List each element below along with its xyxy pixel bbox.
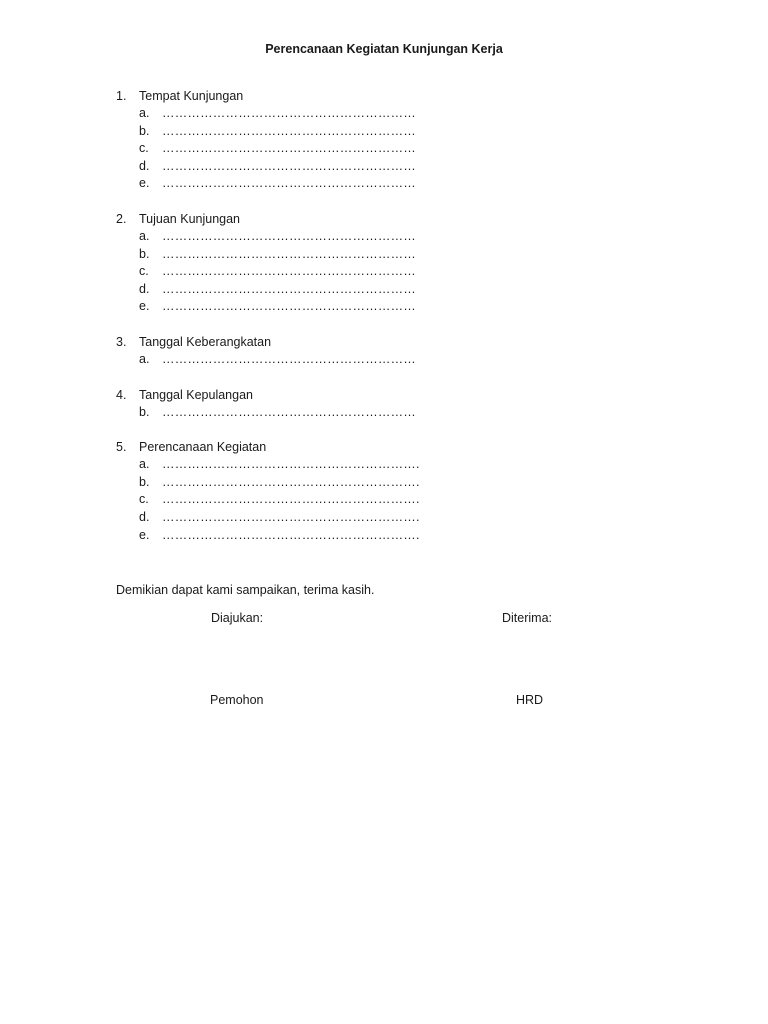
list-item (116, 474, 576, 492)
fill-in-line: …………………………………………………… (162, 228, 416, 243)
section-heading-row (116, 87, 576, 105)
section-tempat-kunjungan (116, 87, 576, 193)
list-item (116, 281, 576, 299)
section-heading-row (116, 210, 576, 228)
list-item (116, 491, 576, 509)
list-item (116, 263, 576, 281)
list-item (116, 456, 576, 474)
section-heading: Tujuan Kunjungan (139, 211, 241, 226)
list-item (116, 298, 576, 316)
fill-in-line: …………………………………………………… (162, 246, 416, 261)
list-item (116, 404, 576, 422)
item-letter: b. (139, 123, 150, 138)
section-tujuan-kunjungan (116, 210, 576, 316)
sections-list (116, 87, 576, 544)
fill-in-line: …………………………………………………… (162, 106, 416, 120)
section-number: 1. (116, 89, 127, 103)
fill-in-line: …………………………………………………… (162, 264, 416, 279)
section-number: 5. (116, 440, 127, 455)
item-letter: d. (139, 281, 150, 296)
item-letter: d. (139, 158, 150, 173)
section-heading-row (116, 386, 576, 404)
item-letter: e. (139, 299, 150, 314)
list-item (116, 175, 576, 193)
section-heading: Tempat Kunjungan (139, 89, 244, 103)
item-letter: d. (139, 509, 150, 524)
list-item (116, 140, 576, 158)
fill-in-line: …………………………………………………… (162, 158, 416, 173)
list-item (116, 105, 576, 123)
item-letter: c. (139, 141, 149, 156)
submitted-by-label: Diajukan: (211, 611, 264, 625)
item-letter: a. (139, 351, 150, 366)
list-item (116, 123, 576, 141)
fill-in-line: …………………………………………………… (162, 176, 416, 191)
section-tanggal-keberangkatan (116, 333, 576, 369)
section-heading: Tanggal Keberangkatan (139, 334, 272, 349)
list-item (116, 228, 576, 246)
closing-statement: Demikian dapat kami sampaikan, terima kasih. (116, 583, 375, 597)
list-item (116, 246, 576, 264)
fill-in-line: …………………………………………………… (162, 299, 416, 314)
fill-in-line: …………………………………………………… (162, 123, 416, 138)
fill-in-line: …………………………………………………… (162, 351, 416, 366)
section-heading: Tanggal Kepulangan (139, 387, 253, 402)
section-number: 2. (116, 211, 127, 226)
item-letter: e. (139, 176, 150, 191)
fill-in-line: …………………………………………………… (162, 281, 416, 296)
item-letter: b. (139, 474, 150, 489)
item-letter: c. (139, 492, 149, 507)
section-perencanaan-kegiatan (116, 438, 576, 544)
fill-in-line: …………………………………………………… (162, 141, 416, 156)
applicant-name: Pemohon (210, 693, 264, 707)
list-item (116, 351, 576, 369)
item-letter: a. (139, 457, 150, 472)
fill-in-line: ……………………………………………………. (162, 509, 420, 524)
item-letter: a. (139, 106, 150, 120)
fill-in-line: ……………………………………………………. (162, 492, 420, 507)
fill-in-line: ……………………………………………………. (162, 527, 420, 542)
section-heading-row (116, 333, 576, 351)
fill-in-line: ……………………………………………………. (162, 457, 420, 472)
document-title: Perencanaan Kegiatan Kunjungan Kerja (265, 42, 503, 56)
fill-in-line: ……………………………………………………. (162, 474, 420, 489)
item-letter: b. (139, 404, 150, 419)
list-item (116, 158, 576, 176)
section-number: 4. (116, 387, 127, 402)
section-heading: Perencanaan Kegiatan (139, 440, 267, 455)
list-item (116, 527, 576, 545)
section-tanggal-kepulangan (116, 386, 576, 422)
section-number: 3. (116, 334, 127, 349)
item-letter: e. (139, 527, 150, 542)
received-by-label: Diterima: (502, 611, 553, 625)
item-letter: b. (139, 246, 150, 261)
hrd-name: HRD (516, 693, 544, 707)
item-letter: a. (139, 228, 150, 243)
section-heading-row (116, 438, 576, 456)
item-letter: c. (139, 264, 149, 279)
fill-in-line: …………………………………………………… (162, 404, 416, 419)
list-item (116, 509, 576, 527)
